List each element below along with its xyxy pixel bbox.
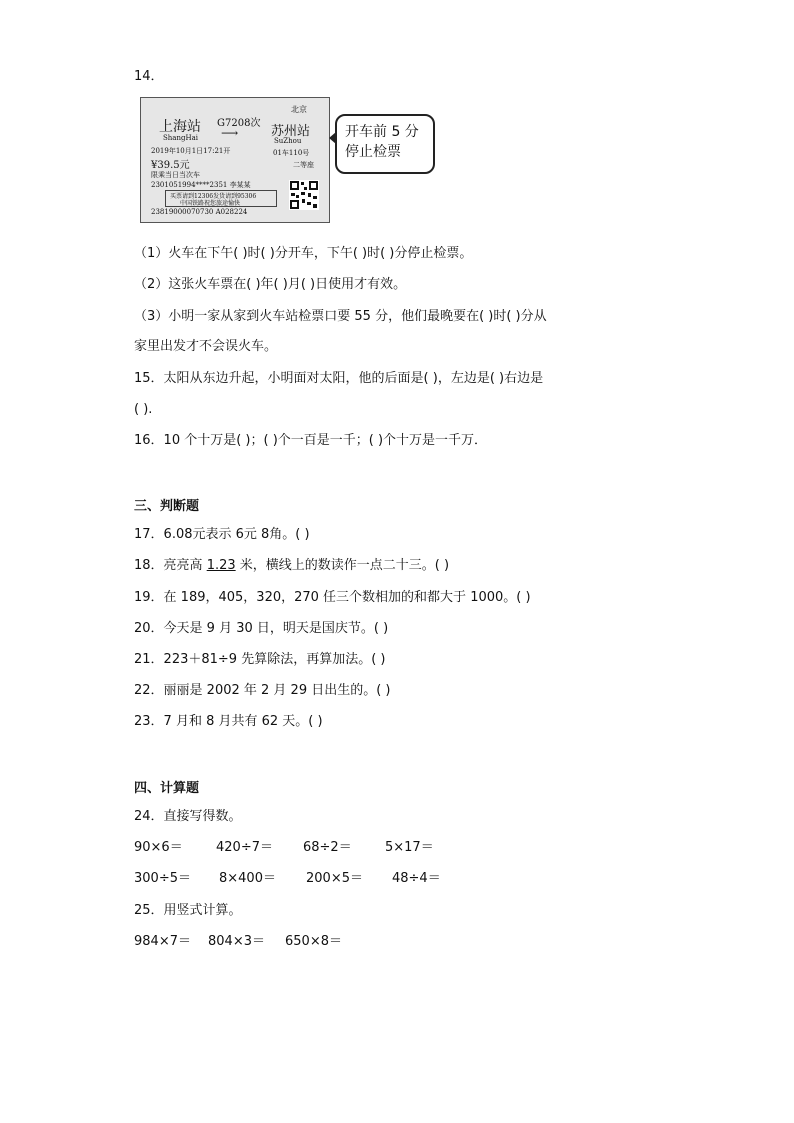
speech-bubble <box>335 114 435 174</box>
question-15-line2: ( ). <box>134 402 153 417</box>
question-21: 21．223＋81÷9 先算除法，再算加法。( ) <box>134 652 386 667</box>
q18-pre: 18．亮亮高 <box>134 558 207 573</box>
section-4-title: 四、计算题 <box>134 781 200 796</box>
ticket-to-pinyin: SuZhou <box>274 137 302 145</box>
ticket-arrow-icon: ⟶ <box>221 126 239 140</box>
question-25: 25．用竖式计算。 <box>134 903 242 918</box>
q24-expr-1: 90×6＝ <box>134 840 183 855</box>
ticket-serial: 23819000070730 A028224 <box>151 208 248 216</box>
q14-part2: （2）这张火车票在( )年( )月( )日使用才有效。 <box>134 277 407 292</box>
ticket-from-station: 上海站 <box>159 119 201 135</box>
ticket-price: ¥39.5元 <box>151 160 190 171</box>
ticket-validity: 限乘当日当次车 <box>151 171 200 179</box>
q24-expr-3: 68÷2＝ <box>303 840 352 855</box>
question-22: 22．丽丽是 2002 年 2 月 29 日出生的。( ) <box>134 683 391 698</box>
q24-expr-7: 200×5＝ <box>306 871 363 886</box>
ticket-class: 二等座 <box>293 161 314 169</box>
ticket-from-pinyin: ShangHai <box>163 134 198 142</box>
q25-expr-2: 804×3＝ <box>208 934 265 949</box>
ticket-seat: 01车110号 <box>273 149 310 157</box>
ticket-notice-1: 买票请到12306发货请到95306 <box>170 193 257 200</box>
ticket-notice-2: 中国铁路祝您旅途愉快 <box>180 200 241 207</box>
question-17: 17．6.08元表示 6元 8角。( ) <box>134 527 310 542</box>
q25-expr-1: 984×7＝ <box>134 934 191 949</box>
ticket-notice-box <box>165 190 277 207</box>
q18-post: 米，横线上的数读作一点二十三。( ) <box>235 558 450 573</box>
question-18 <box>134 557 449 575</box>
q24-expr-8: 48÷4＝ <box>392 871 441 886</box>
q14-part3-line1: （3）小明一家从家到火车站检票口要 55 分，他们最晚要在( )时( )分从 <box>134 309 547 324</box>
q24-expr-4: 5×17＝ <box>385 840 434 855</box>
q24-expr-2: 420÷7＝ <box>216 840 273 855</box>
question-number-14: 14． <box>134 69 164 84</box>
q24-expr-5: 300÷5＝ <box>134 871 191 886</box>
q14-part3-line2: 家里出发才不会误火车。 <box>134 339 278 354</box>
train-ticket-image <box>140 97 330 223</box>
section-3-title: 三、判断题 <box>134 499 200 514</box>
ticket-to-station: 苏州站 <box>271 124 311 139</box>
q24-expr-6: 8×400＝ <box>219 871 276 886</box>
q14-part1: （1）火车在下午( )时( )分开车，下午( )时( )分停止检票。 <box>134 246 473 261</box>
qr-code-icon <box>289 180 319 210</box>
question-15-line1: 15．太阳从东边升起，小明面对太阳，他的后面是( )，左边是( )右边是 <box>134 371 544 386</box>
ticket-datetime: 2019年10月1日17:21开 <box>151 147 231 155</box>
bubble-line-2: 停止检票 <box>345 144 401 160</box>
question-24: 24．直接写得数。 <box>134 809 242 824</box>
question-19: 19．在 189，405，320，270 任三个数相加的和都大于 1000。( ) <box>134 590 531 605</box>
q25-expr-3: 650×8＝ <box>285 934 342 949</box>
question-20: 20．今天是 9 月 30 日，明天是国庆节。( ) <box>134 621 389 636</box>
question-23: 23．7 月和 8 月共有 62 天。( ) <box>134 714 323 729</box>
question-16: 16．10 个十万是( )；( )个一百是一千；( )个十万是一千万． <box>134 433 488 448</box>
ticket-id-line: 2301051994****2351 李某某 <box>151 181 251 189</box>
q18-underlined-value: 1.23 <box>206 558 236 573</box>
ticket-origin: 北京 <box>291 105 307 114</box>
ticket-train-number: G7208次 <box>217 118 261 129</box>
bubble-line-1: 开车前 5 分 <box>345 124 419 140</box>
